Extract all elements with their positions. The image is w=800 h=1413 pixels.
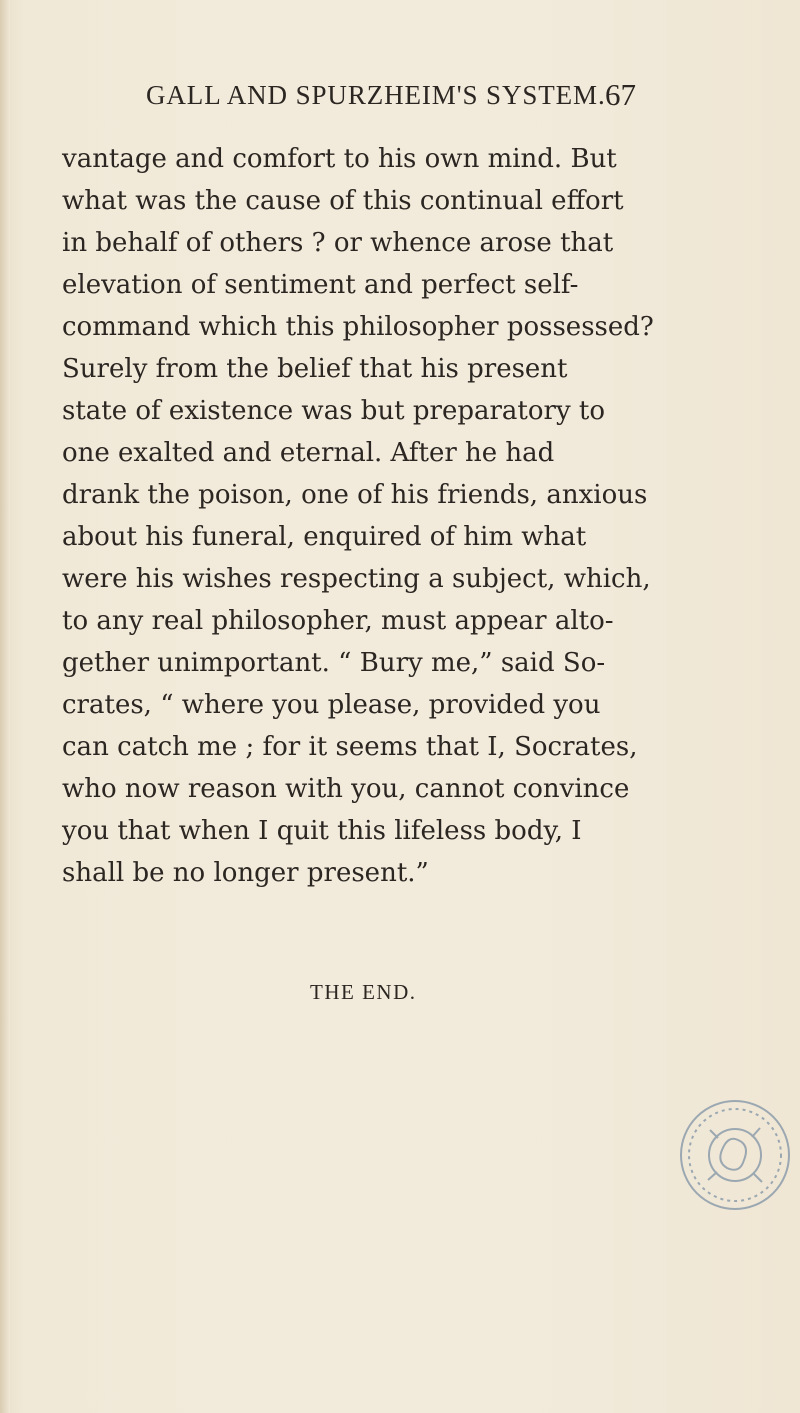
text-line: shall be no longer present.” [62, 858, 429, 888]
text-line: you that when I quit this lifeless body, I [62, 816, 582, 846]
binding-edge [0, 0, 10, 1413]
text-line: drank the poison, one of his friends, anxious [62, 480, 648, 510]
text-line: vantage and comfort to his own mind. But [62, 144, 617, 174]
text-line: elevation of sentiment and perfect self- [62, 270, 579, 300]
text-line: to any real philosopher, must appear alto- [62, 606, 614, 636]
the-end-label: THE END. [310, 980, 417, 1004]
library-stamp-icon [670, 1090, 800, 1220]
text-line: can catch me ; for it seems that I, Socrates, [62, 732, 638, 762]
text-line: were his wishes respecting a subject, which, [62, 564, 651, 594]
text-line: Surely from the belief that his present [62, 354, 568, 384]
running-title: GALL AND SPURZHEIM'S SYSTEM. [146, 80, 606, 110]
text-line: state of existence was but preparatory to [62, 396, 606, 426]
text-line: in behalf of others ? or whence arose that [62, 228, 614, 258]
text-line: one exalted and eternal. After he had [62, 438, 555, 468]
text-line: what was the cause of this continual effort [62, 186, 624, 216]
text-line: about his funeral, enquired of him what [62, 522, 587, 552]
text-line: command which this philosopher possessed? [62, 312, 654, 342]
text-line: gether unimportant. “ Bury me,” said So- [62, 648, 606, 678]
body-text [62, 138, 712, 894]
text-line: who now reason with you, cannot convince [62, 774, 630, 804]
text-line: crates, “ where you please, provided you [62, 690, 601, 720]
page-number: 67 [605, 77, 636, 112]
running-head [146, 70, 636, 112]
